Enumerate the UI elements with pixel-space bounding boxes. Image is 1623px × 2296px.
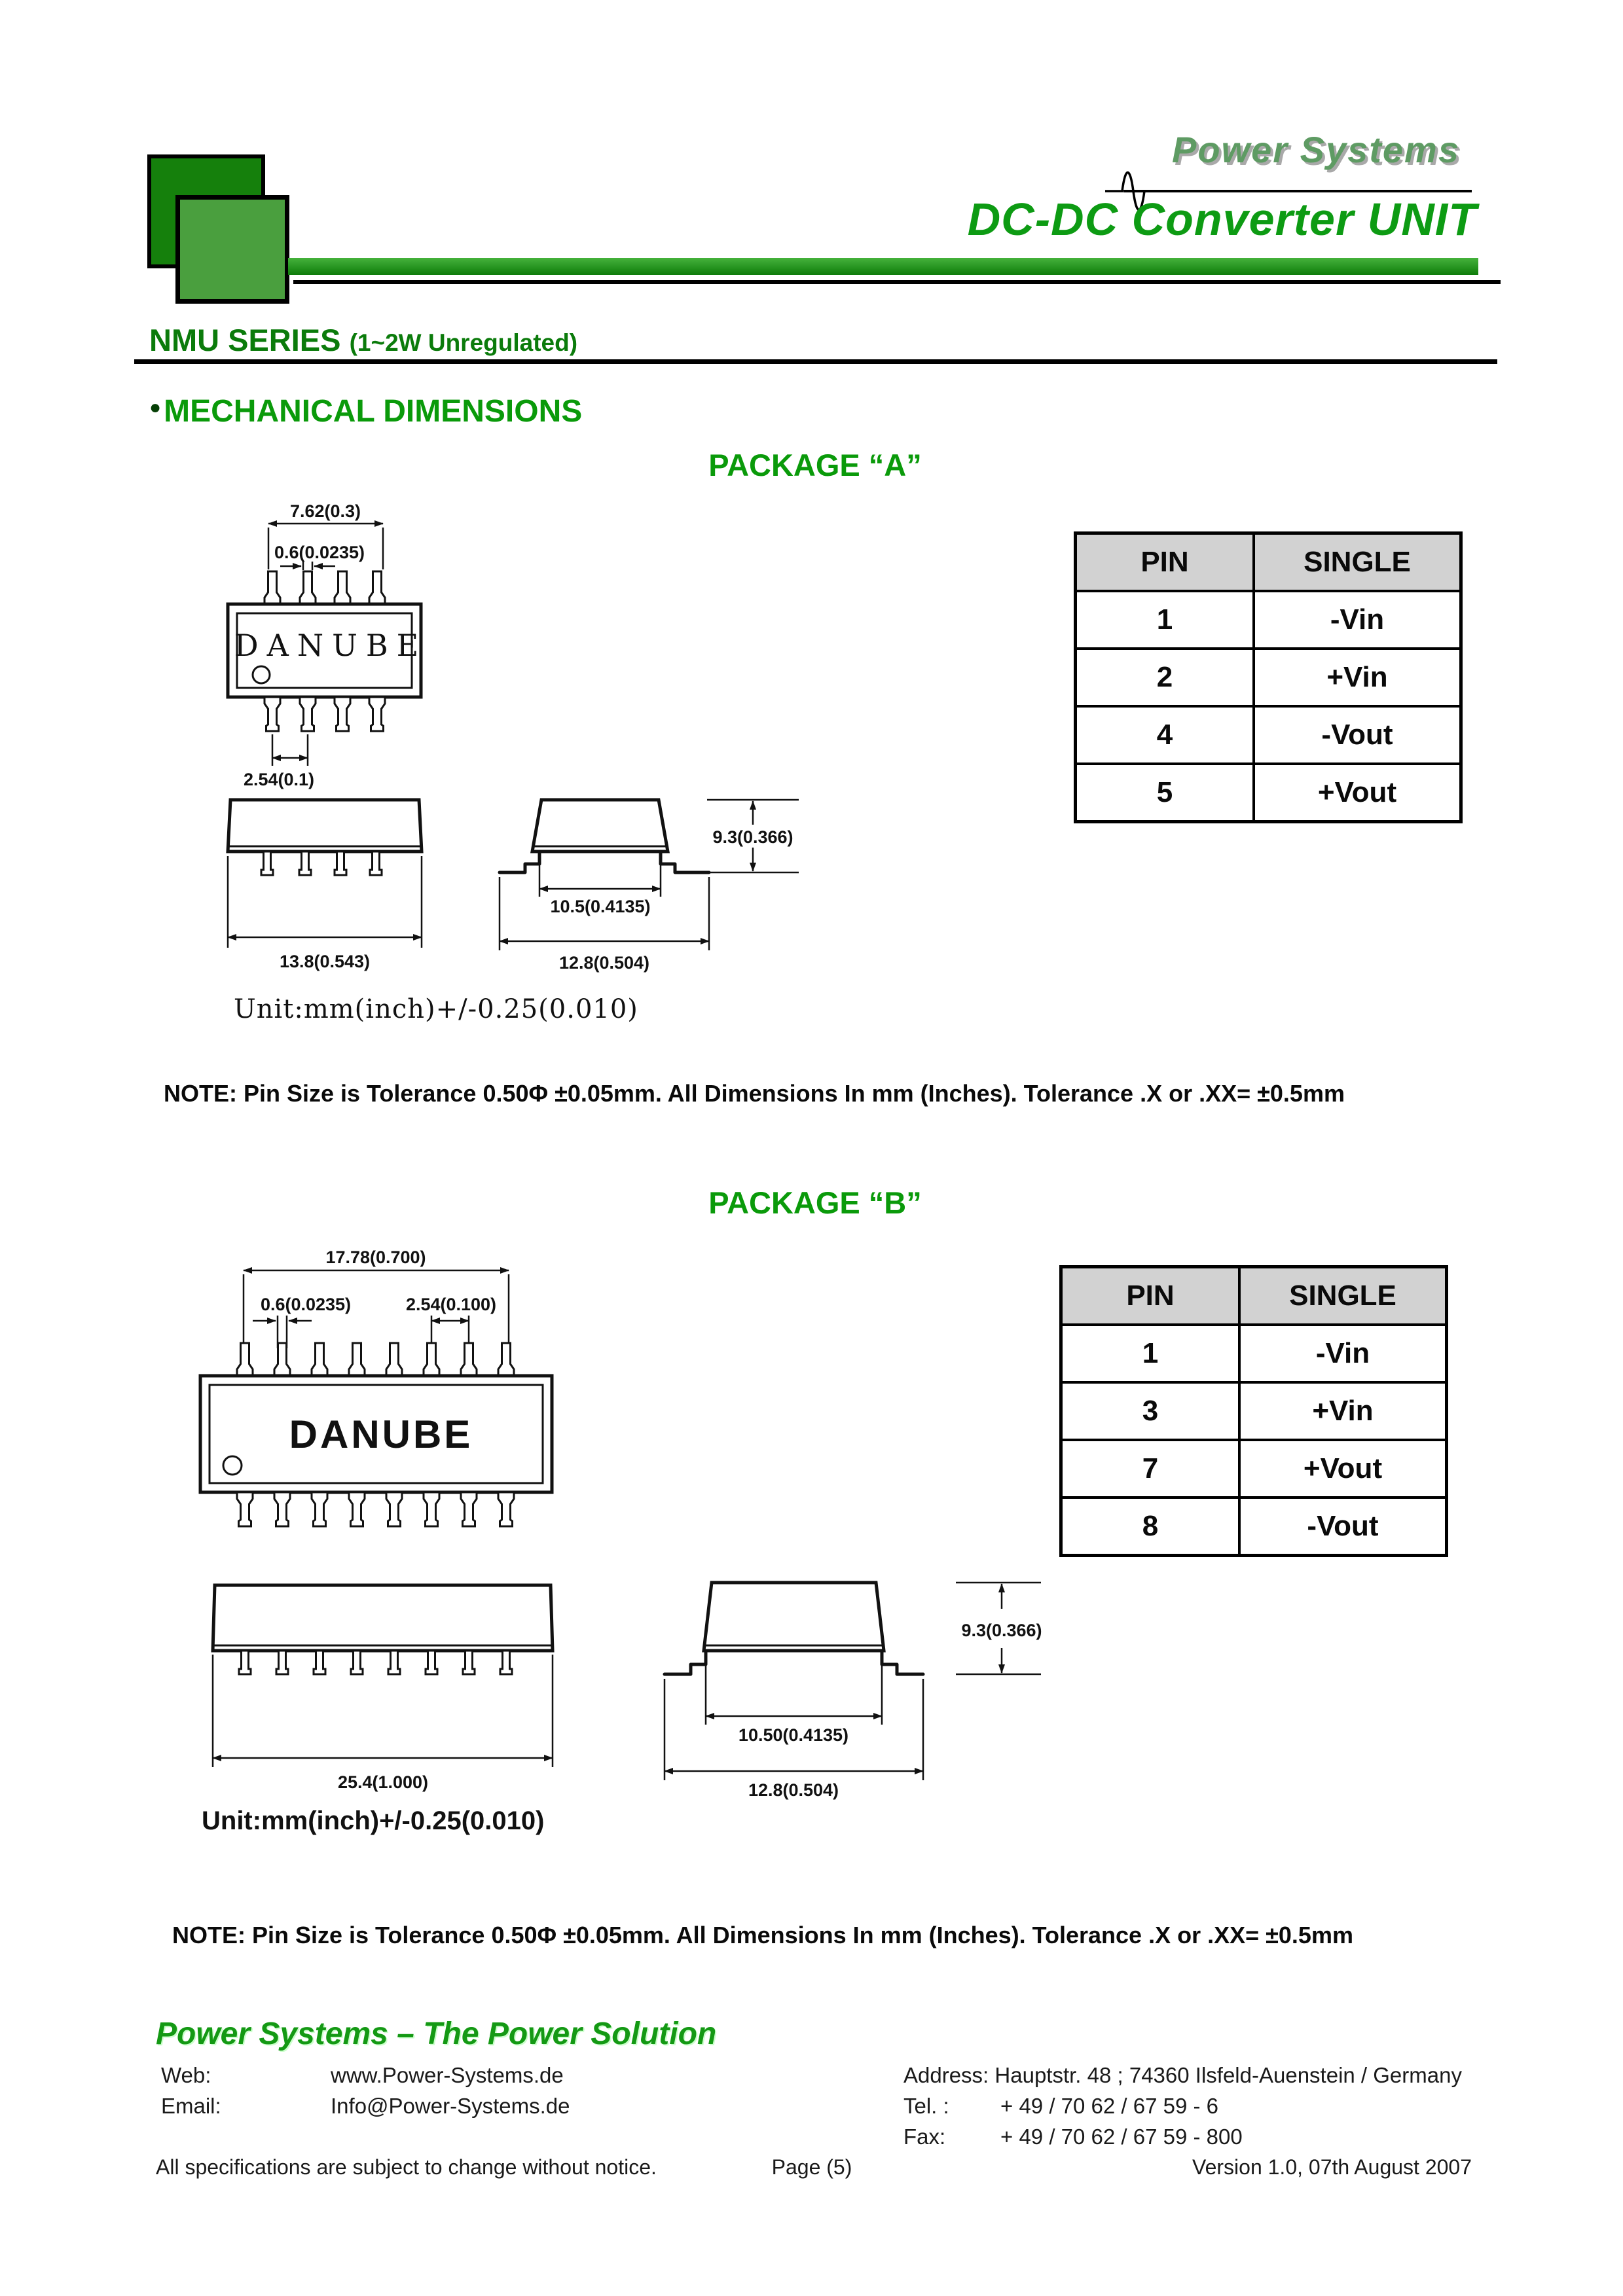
- brand-logo-text: Power Systems: [1172, 129, 1460, 170]
- table-cell: -Vout: [1255, 708, 1459, 762]
- table-cell: -Vin: [1241, 1326, 1445, 1381]
- dim-label-body-height-b: 9.3(0.366): [961, 1621, 1042, 1640]
- dim-label-pin-row-span-a: 7.62(0.3): [289, 501, 361, 521]
- note-a: NOTE: Pin Size is Tolerance 0.50Φ ±0.05mm. All Dimensions In mm (Inches). Tolerance .X or .XX= ±0.5mm: [164, 1080, 1345, 1107]
- dim-label-body-height-a: 9.3(0.366): [712, 827, 793, 847]
- dim-label-pin-pitch-a: 2.54(0.1): [243, 770, 315, 789]
- table-cell: 8: [1063, 1499, 1238, 1554]
- footer-tagline: Power Systems – The Power Solution: [156, 2017, 717, 2051]
- table-cell: +Vout: [1241, 1441, 1445, 1496]
- package-a-top-view-drawing: [196, 491, 668, 798]
- dim-label-pin-pitch-b: 2.54(0.100): [405, 1295, 497, 1314]
- series-heading: [149, 322, 577, 358]
- web-link[interactable]: www.Power-Systems.de: [331, 2063, 564, 2087]
- table-cell: 7: [1063, 1441, 1238, 1496]
- email-label: Email:: [161, 2094, 221, 2118]
- table-cell: +Vout: [1255, 765, 1459, 820]
- header-rule: [134, 359, 1497, 364]
- logo-square-light-icon: [175, 195, 289, 304]
- address-value: Hauptstr. 48 ; 74360 Ilsfeld-Auenstein / Germany: [994, 2063, 1462, 2087]
- address-line: [903, 2063, 1462, 2088]
- pin-table-b: [1059, 1265, 1448, 1557]
- section-title: MECHANICAL DIMENSIONS: [164, 394, 583, 429]
- unit-line-b: Unit:mm(inch)+/-0.25(0.010): [202, 1806, 545, 1835]
- table-cell: -Vout: [1241, 1499, 1445, 1554]
- email-link[interactable]: Info@Power-Systems.de: [331, 2094, 570, 2118]
- package-b-top-view-drawing: [183, 1237, 576, 1551]
- package-a-heading: PACKAGE “A”: [708, 448, 922, 482]
- bullet-icon: ●: [149, 397, 162, 418]
- unit-line-a: Unit:mm(inch)+/-0.25(0.010): [234, 994, 638, 1024]
- document-title: DC-DC Converter UNIT: [967, 194, 1477, 245]
- series-qualifier: (1~2W Unregulated): [349, 329, 578, 356]
- brand-underline: [1123, 190, 1472, 192]
- dim-label-lead-inner-span-b: 10.50(0.4135): [738, 1725, 849, 1745]
- table-cell: 3: [1063, 1384, 1238, 1439]
- pin-table-a: [1074, 531, 1463, 823]
- table-cell: 5: [1077, 765, 1252, 820]
- table-cell: 1: [1063, 1326, 1238, 1381]
- table-cell: 4: [1077, 708, 1252, 762]
- pin-table-a-header-pin: PIN: [1077, 535, 1252, 590]
- dim-label-body-length-b: 25.4(1.000): [337, 1772, 429, 1792]
- title-green-bar: [288, 258, 1478, 275]
- pin-table-b-header-single: SINGLE: [1241, 1268, 1445, 1323]
- table-cell: 1: [1077, 592, 1252, 647]
- dim-label-lead-outer-span-b: 12.8(0.504): [748, 1780, 839, 1800]
- tel-label: Tel. :: [903, 2094, 949, 2118]
- note-b: NOTE: Pin Size is Tolerance 0.50Φ ±0.05mm. All Dimensions In mm (Inches). Tolerance .X or .XX= ±0.5mm: [172, 1922, 1353, 1948]
- title-black-bar: [293, 280, 1501, 284]
- table-cell: -Vin: [1255, 592, 1459, 647]
- dim-label-lead-outer-span-a: 12.8(0.504): [558, 953, 650, 973]
- dim-label-pin-row-span-b: 17.78(0.700): [325, 1247, 426, 1267]
- section-heading: [149, 393, 582, 429]
- version-stamp: Version 1.0, 07th August 2007: [1192, 2155, 1472, 2179]
- dim-label-pin-width-a: 0.6(0.0235): [274, 543, 365, 562]
- page-number: Page (5): [771, 2155, 852, 2179]
- fax-label: Fax:: [903, 2125, 946, 2149]
- dim-label-pin-width-b: 0.6(0.0235): [260, 1295, 352, 1314]
- fax-value: + 49 / 70 62 / 67 59 - 800: [1000, 2125, 1243, 2149]
- chip-label-b: DANUBE: [289, 1412, 473, 1456]
- web-label: Web:: [161, 2063, 211, 2087]
- series-name: NMU SERIES: [149, 323, 341, 357]
- chip-label-a: DANUBE: [234, 628, 428, 663]
- disclaimer: All specifications are subject to change without notice.: [156, 2155, 657, 2179]
- dim-label-lead-inner-span-a: 10.5(0.4135): [550, 897, 651, 916]
- package-b-heading: PACKAGE “B”: [708, 1185, 922, 1220]
- pin-table-b-header-pin: PIN: [1063, 1268, 1238, 1323]
- package-b-side-views-drawing: [170, 1571, 1048, 1846]
- table-cell: +Vin: [1255, 650, 1459, 705]
- table-cell: 2: [1077, 650, 1252, 705]
- tel-value: + 49 / 70 62 / 67 59 - 6: [1000, 2094, 1218, 2118]
- dim-label-body-length-a: 13.8(0.543): [279, 952, 371, 971]
- address-label: Address:: [903, 2063, 989, 2087]
- table-cell: +Vin: [1241, 1384, 1445, 1439]
- pin-table-a-header-single: SINGLE: [1255, 535, 1459, 590]
